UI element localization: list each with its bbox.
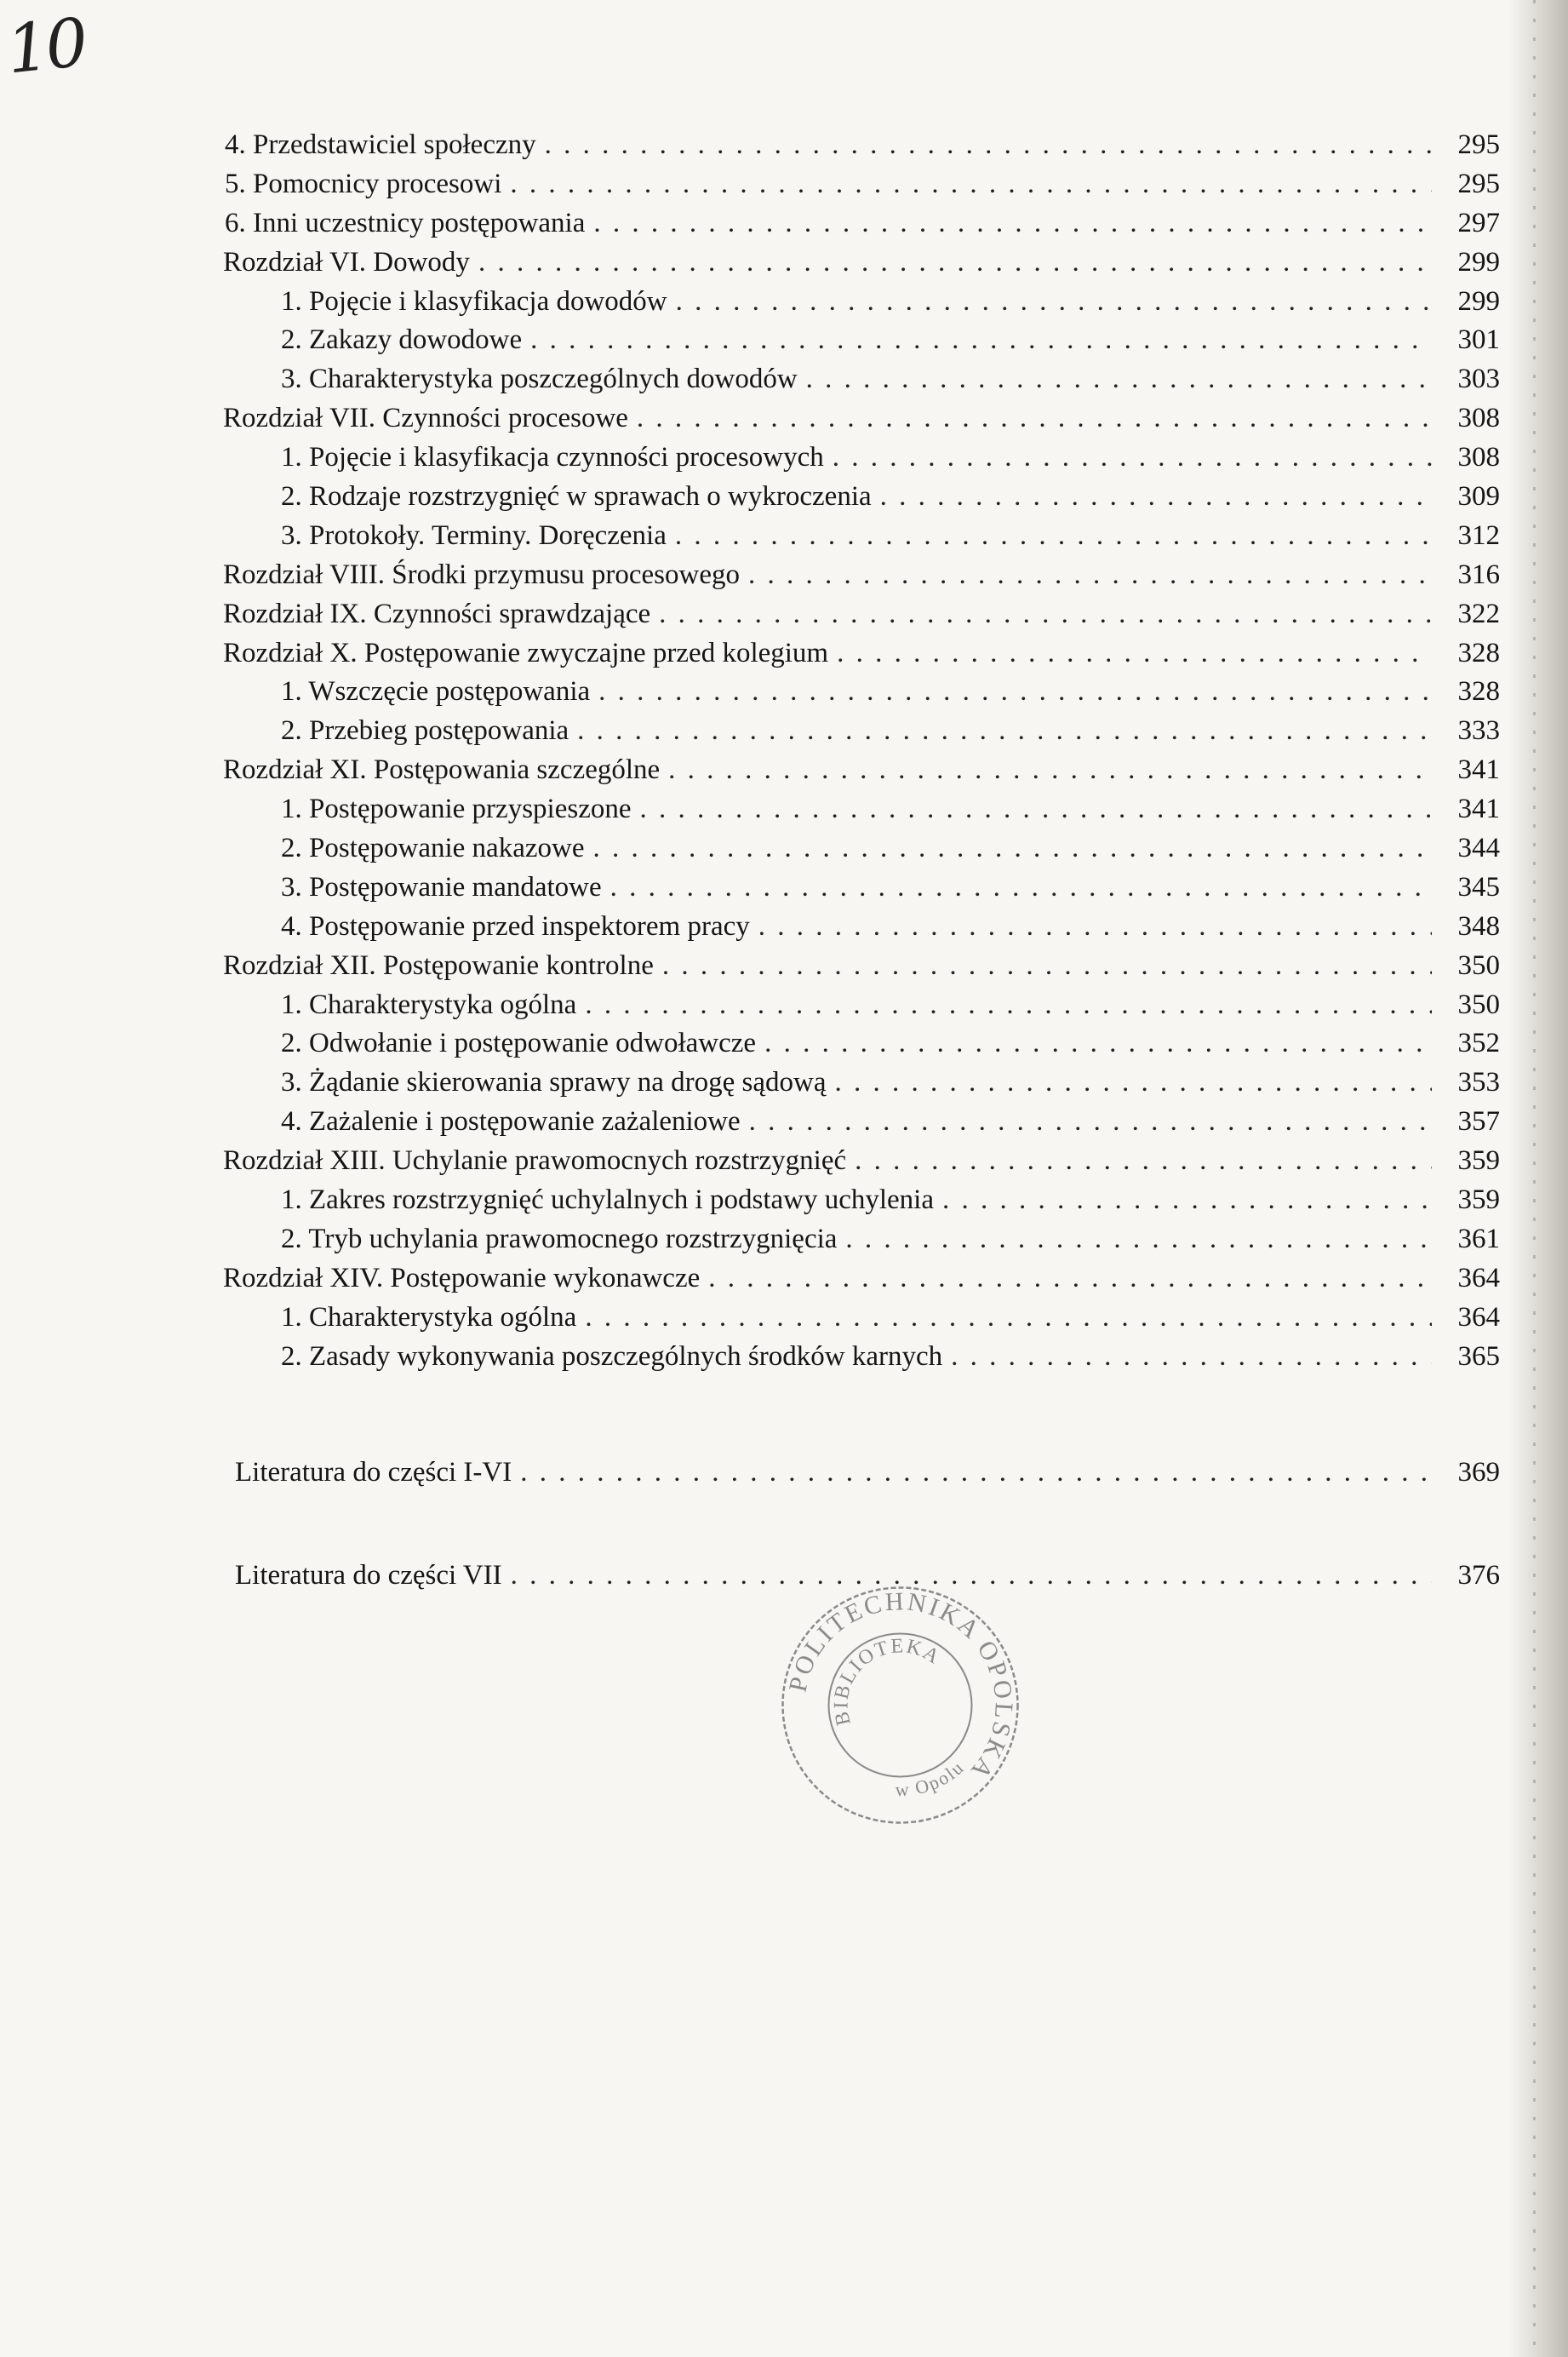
toc-leader-dots [708, 1259, 1432, 1298]
toc-entry-page: 312 [1457, 519, 1500, 551]
toc-leader-dots [640, 790, 1433, 829]
toc-entry-title: 2. Zasady wykonywania poszczególnych środków karnych [281, 1340, 943, 1372]
toc-entry-title: Rozdział VIII. Środki przymusu procesowego [223, 559, 741, 590]
toc-entry-page: 295 [1457, 129, 1500, 160]
toc-entry-page: 316 [1457, 559, 1500, 590]
stamp-bottom-text: w Opolu [895, 1756, 969, 1801]
toc-entry-page: 348 [1457, 910, 1500, 942]
toc-entry [223, 790, 1500, 829]
toc-entry-title: 2. Postępowanie nakazowe [281, 833, 585, 864]
toc-leader-dots [593, 204, 1432, 243]
toc-entry-page: 308 [1457, 403, 1500, 434]
toc-leader-dots [577, 712, 1432, 750]
toc-entry [223, 595, 1500, 634]
toc-leader-dots [758, 908, 1432, 946]
toc-entry-page: 361 [1457, 1223, 1500, 1254]
toc-entry-page: 359 [1457, 1184, 1500, 1216]
toc-entry-page: 344 [1457, 833, 1500, 864]
toc-entry-page: 308 [1457, 442, 1500, 473]
toc-leader-dots [676, 283, 1432, 321]
toc-entry [223, 204, 1500, 244]
toc-leader-dots [764, 1024, 1432, 1063]
toc-leader-dots [880, 478, 1432, 516]
toc-entry [223, 712, 1500, 751]
library-stamp [779, 1584, 1021, 1827]
toc-entry [223, 673, 1500, 712]
toc-entry-page: 359 [1457, 1145, 1500, 1177]
toc-leader-dots [749, 1103, 1432, 1141]
toc-leader-dots [610, 869, 1432, 907]
toc-entry-title: 4. Postępowanie przed inspektorem pracy [281, 910, 750, 942]
toc-entry-page: 333 [1457, 715, 1500, 747]
toc-entry-title: 1. Zakres rozstrzygnięć uchylalnych i podstawy uchylenia [281, 1184, 934, 1216]
toc-entry [223, 1454, 1500, 1493]
toc-entry-page: 328 [1457, 637, 1500, 668]
scan-page-edge [1508, 0, 1568, 2357]
toc-entry [223, 1220, 1500, 1259]
toc-entry [223, 986, 1500, 1025]
toc-leader-dots [659, 595, 1432, 634]
toc-leader-dots [835, 1064, 1432, 1102]
toc-leader-dots [585, 986, 1432, 1024]
toc-entry [223, 1259, 1500, 1299]
toc-entry [223, 517, 1500, 556]
toc-entry-title: 3. Charakterystyka poszczególnych dowodów [281, 364, 798, 395]
toc-entry-title: Literatura do części I-VI [235, 1456, 512, 1488]
toc-entry [223, 947, 1500, 986]
toc-entry-title: 3. Postępowanie mandatowe [281, 871, 602, 903]
toc-leader-dots [845, 1220, 1432, 1259]
toc-entry [223, 1064, 1500, 1103]
toc-entry [223, 399, 1500, 439]
toc-entry-title: Rozdział X. Postępowanie zwyczajne przed kolegium [223, 637, 829, 668]
toc-entry-title: 2. Zakazy dowodowe [281, 324, 523, 356]
toc-entry [223, 321, 1500, 360]
toc-leader-dots [662, 947, 1432, 985]
toc-leader-dots [837, 634, 1432, 673]
toc-leader-dots [478, 244, 1432, 282]
toc-entry-title: Rozdział XI. Postępowania szczególne [223, 754, 661, 786]
handwritten-folio-number: 10 [3, 4, 89, 89]
toc-leader-dots [510, 165, 1432, 204]
toc-entry-title: 1. Charakterystyka ogólna [281, 1301, 577, 1333]
toc-entry-page: 295 [1457, 168, 1500, 199]
toc-entry [223, 126, 1500, 165]
toc-leader-dots [545, 126, 1432, 164]
toc-entry [223, 1103, 1500, 1142]
toc-entry [223, 634, 1500, 674]
toc-entry [223, 1142, 1500, 1181]
toc-leader-dots [668, 751, 1432, 789]
toc-entry-page: 322 [1457, 598, 1500, 629]
stamp-outer-text: POLITECHNIKA OPOLSKA [783, 1587, 1018, 1786]
toc-entry-page: 357 [1457, 1106, 1500, 1138]
stamp-inner-text: BIBLIOTEKA [830, 1635, 944, 1728]
toc-leader-dots [855, 1142, 1432, 1180]
toc-entry [223, 283, 1500, 322]
toc-leader-dots [585, 1299, 1432, 1337]
toc-entry [223, 829, 1500, 869]
toc-entry-page: 364 [1457, 1301, 1500, 1333]
toc-entry [223, 751, 1500, 790]
toc-entry [223, 478, 1500, 517]
toc-entry [223, 244, 1500, 283]
toc-entry [223, 360, 1500, 399]
toc-entry-page: 369 [1457, 1456, 1500, 1488]
toc-entry-page: 328 [1457, 676, 1500, 708]
toc-entry-page: 301 [1457, 324, 1500, 356]
toc-entry-title: 6. Inni uczestnicy postępowania [225, 207, 586, 238]
toc-entry-page: 345 [1457, 871, 1500, 903]
toc-entry-page: 303 [1457, 364, 1500, 395]
toc-entry-page: 299 [1457, 246, 1500, 278]
toc-entry-title: Rozdział VI. Dowody [223, 246, 470, 278]
toc-entry-page: 341 [1457, 754, 1500, 786]
toc-entry-title: Literatura do części VII [235, 1560, 502, 1591]
toc-entry-title: Rozdział VII. Czynności procesowe [223, 403, 628, 434]
toc-entry [223, 1024, 1500, 1064]
toc-entry [223, 1299, 1500, 1338]
toc-entry-title: Rozdział XIII. Uchylanie prawomocnych rozstrzygnięć [223, 1145, 847, 1177]
toc-entry-title: 2. Odwołanie i postępowanie odwoławcze [281, 1028, 757, 1059]
toc-entry-title: 1. Charakterystyka ogólna [281, 989, 577, 1020]
toc-entry-title: 4. Zażalenie i postępowanie zażaleniowe [281, 1106, 741, 1138]
toc-entry-title: Rozdział XII. Postępowanie kontrolne [223, 949, 654, 981]
toc-entry-page: 341 [1457, 794, 1500, 825]
toc-entry-page: 350 [1457, 989, 1500, 1020]
toc-entry-page: 376 [1457, 1560, 1500, 1591]
toc-leader-dots [951, 1338, 1432, 1376]
toc-entry-title: Rozdział IX. Czynności sprawdzające [223, 598, 651, 629]
toc-entry-page: 364 [1457, 1262, 1500, 1293]
toc-leader-dots [598, 673, 1432, 711]
toc-entry [223, 165, 1500, 204]
toc-entry-page: 299 [1457, 285, 1500, 317]
toc-entry-page: 352 [1457, 1028, 1500, 1059]
toc-entry-title: 5. Pomocnicy procesowi [225, 168, 502, 199]
scan-edge-marks [1533, 0, 1536, 2357]
toc-entry-title: 4. Przedstawiciel społeczny [225, 129, 536, 160]
toc-entry-title: Rozdział XIV. Postępowanie wykonawcze [223, 1262, 701, 1293]
toc-entry-page: 353 [1457, 1067, 1500, 1098]
toc-entry [223, 439, 1500, 478]
toc-entry-title: 1. Pojęcie i klasyfikacja czynności procesowych [281, 442, 824, 473]
toc-entry [223, 1338, 1500, 1377]
toc-leader-dots [530, 321, 1432, 359]
toc-entry-title: 2. Przebieg postępowania [281, 715, 569, 747]
toc-leader-dots [637, 399, 1432, 438]
toc-entry-page: 350 [1457, 949, 1500, 981]
table-of-contents [223, 126, 1500, 1596]
toc-entry-title: 2. Rodzaje rozstrzygnięć w sprawach o wykroczenia [281, 481, 872, 513]
toc-leader-dots [833, 439, 1432, 477]
toc-entry-title: 1. Wszczęcie postępowania [281, 676, 591, 708]
toc-entry [223, 556, 1500, 595]
toc-entry [223, 908, 1500, 947]
toc-entry-page: 297 [1457, 207, 1500, 238]
toc-entry-title: 1. Postępowanie przyspieszone [281, 794, 632, 825]
toc-entry [223, 1181, 1500, 1220]
toc-entry-title: 1. Pojęcie i klasyfikacja dowodów [281, 285, 667, 317]
toc-leader-dots [748, 556, 1432, 594]
toc-leader-dots [520, 1454, 1432, 1492]
toc-leader-dots [592, 829, 1432, 868]
toc-leader-dots [675, 517, 1432, 555]
toc-entry-page: 365 [1457, 1340, 1500, 1372]
toc-entry-page: 309 [1457, 481, 1500, 513]
toc-entry-title: 3. Protokoły. Terminy. Doręczenia [281, 519, 667, 551]
toc-leader-dots [942, 1181, 1432, 1219]
toc-entry-title: 2. Tryb uchylania prawomocnego rozstrzygnięcia [281, 1223, 838, 1254]
toc-leader-dots [806, 360, 1432, 399]
toc-entry [223, 869, 1500, 908]
toc-entry-title: 3. Żądanie skierowania sprawy na drogę sądową [281, 1067, 827, 1098]
